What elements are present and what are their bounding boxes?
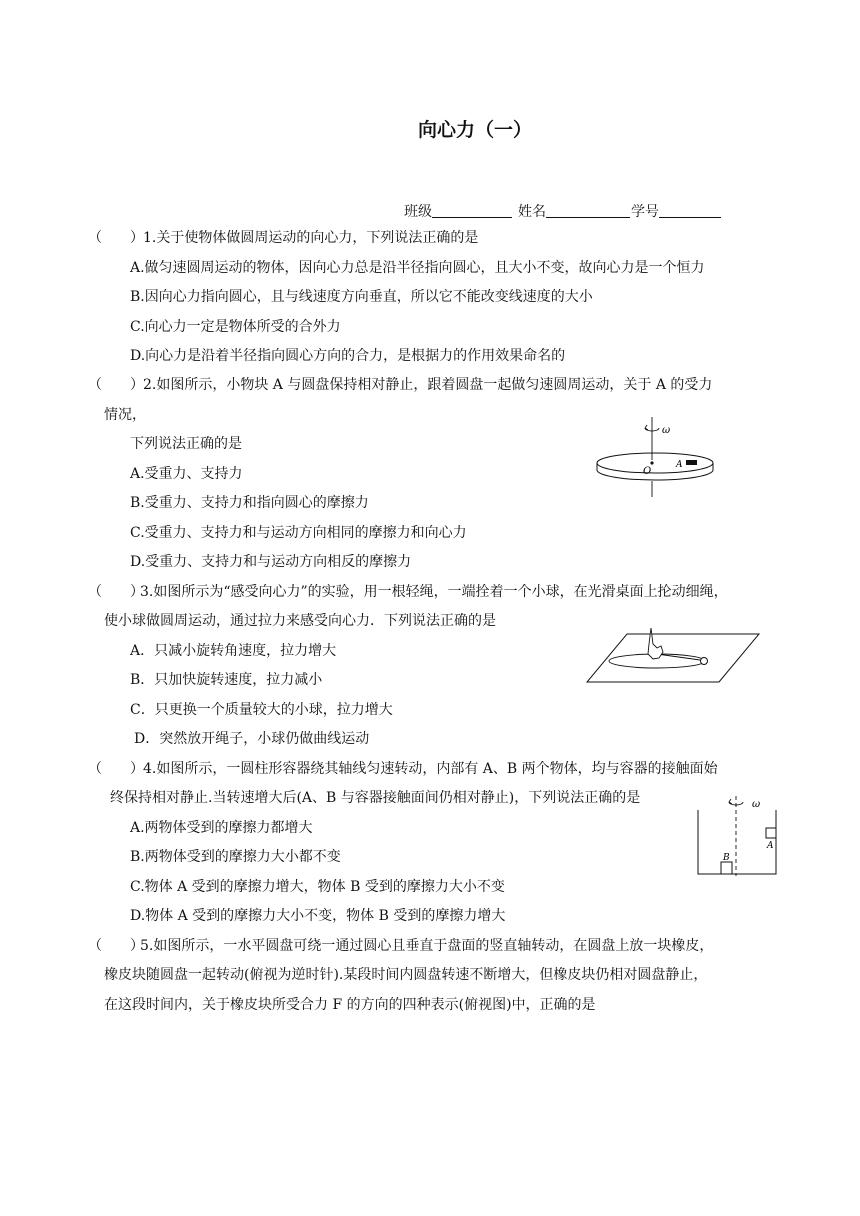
q2-block-label: A xyxy=(676,460,683,470)
q5-stem-line3: 在这段时间内，关于橡皮块所受合力 F 的方向的四种表示(俯视图)中，正确的是 xyxy=(104,997,596,1013)
id-field[interactable] xyxy=(631,201,721,221)
q4-option-b: B.两物体受到的摩擦力大小都不变 xyxy=(130,849,341,865)
hand-icon xyxy=(648,628,663,659)
q5-stem-line1: 5.如图所示，一水平圆盘可绕一通过圆心且垂直于盘面的竖直轴转动，在圆盘上放一块橡皮， xyxy=(140,938,714,954)
name-field[interactable] xyxy=(518,201,630,221)
q3-swing-ball-figure xyxy=(587,626,762,684)
q2-omega-label: ω xyxy=(662,425,671,436)
q1-answer-paren[interactable]: （ ） xyxy=(88,230,144,246)
q3-option-d: D．突然放开绳子，小球仍做曲线运动 xyxy=(134,731,370,747)
q4-omega-label: ω xyxy=(752,799,761,810)
q3-stem-line1: 3.如图所示为“感受向心力”的实验，用一根轻绳，一端拴着一个小球，在光滑桌面上抡动细绳， xyxy=(140,584,728,600)
q2-option-a: A.受重力、支持力 xyxy=(130,466,243,482)
q1-option-b: B.因向心力指向圆心，且与线速度方向垂直，所以它不能改变线速度的大小 xyxy=(130,289,593,305)
q1-option-a: A.做匀速圆周运动的物体，因向心力总是沿半径指向圆心，且大小不变，故向心力是一个恒力 xyxy=(130,260,705,276)
class-field[interactable] xyxy=(404,201,512,221)
q1-option-c: C.向心力一定是物体所受的合外力 xyxy=(130,319,341,335)
q3-answer-paren[interactable]: （ ） xyxy=(88,584,144,600)
q4-stem-line2: 终保持相对静止.当转速增大后(A、B 与容器接触面间仍相对静止)，下列说法正确的是 xyxy=(110,790,641,806)
id-label: 学号 xyxy=(631,204,659,220)
page-title: 向心力（一） xyxy=(418,119,533,141)
name-blank[interactable] xyxy=(546,203,630,218)
q2-option-b: B.受重力、支持力和指向圆心的摩擦力 xyxy=(130,495,369,511)
q3-stem-line2: 使小球做圆周运动，通过拉力来感受向心力．下列说法正确的是 xyxy=(104,613,496,629)
q2-stem-line2: 情况， xyxy=(104,407,146,423)
q5-stem-line2: 橡皮块随圆盘一起转动(俯视为逆时针).某段时间内圆盘转速不断增大，但橡皮块仍相对圆盘静止， xyxy=(104,967,708,983)
q2-rotating-disc-figure xyxy=(590,415,720,505)
q2-block-a-mark xyxy=(686,460,697,465)
q2-stem-line3: 下列说法正确的是 xyxy=(130,436,242,452)
q2-center-label: O xyxy=(643,466,652,477)
name-label: 姓名 xyxy=(518,204,546,220)
q4-option-d: D.物体 A 受到的摩擦力大小不变，物体 B 受到的摩擦力增大 xyxy=(130,908,506,924)
q3-option-c: C．只更换一个质量较大的小球，拉力增大 xyxy=(130,702,393,718)
q1-stem: 1.关于使物体做圆周运动的向心力，下列说法正确的是 xyxy=(143,230,479,246)
q3-option-a: A．只减小旋转角速度，拉力增大 xyxy=(130,643,337,659)
class-label: 班级 xyxy=(404,204,432,220)
q4-stem-line1: 4.如图所示，一圆柱形容器绕其轴线匀速转动，内部有 A、B 两个物体，均与容器的接触面始 xyxy=(143,761,718,777)
q2-option-d: D.受重力、支持力和与运动方向相反的摩擦力 xyxy=(130,554,412,570)
q2-stem-line1: 2.如图所示，小物块 A 与圆盘保持相对静止，跟着圆盘一起做匀速圆周运动，关于 A 的受力 xyxy=(143,377,713,393)
q2-option-c: C.受重力、支持力和与运动方向相同的摩擦力和向心力 xyxy=(130,525,467,541)
q2-answer-paren[interactable]: （ ） xyxy=(88,377,144,393)
q4-label-b: B xyxy=(723,853,730,863)
q4-option-a: A.两物体受到的摩擦力都增大 xyxy=(130,820,313,836)
class-blank[interactable] xyxy=(432,203,512,218)
q4-cylinder-container-figure xyxy=(696,794,780,878)
id-blank[interactable] xyxy=(659,203,721,218)
q4-label-a: A xyxy=(767,841,774,851)
q3-option-b: B．只加快旋转速度，拉力减小 xyxy=(130,672,323,688)
q5-answer-paren[interactable]: （ ） xyxy=(88,938,144,954)
q4-answer-paren[interactable]: （ ） xyxy=(88,761,144,777)
q4-block-b xyxy=(721,862,732,874)
q1-option-d: D.向心力是沿着半径指向圆心方向的合力，是根据力的作用效果命名的 xyxy=(130,348,566,364)
q4-block-a xyxy=(766,828,776,838)
q4-option-c: C.物体 A 受到的摩擦力增大，物体 B 受到的摩擦力大小不变 xyxy=(130,879,505,895)
